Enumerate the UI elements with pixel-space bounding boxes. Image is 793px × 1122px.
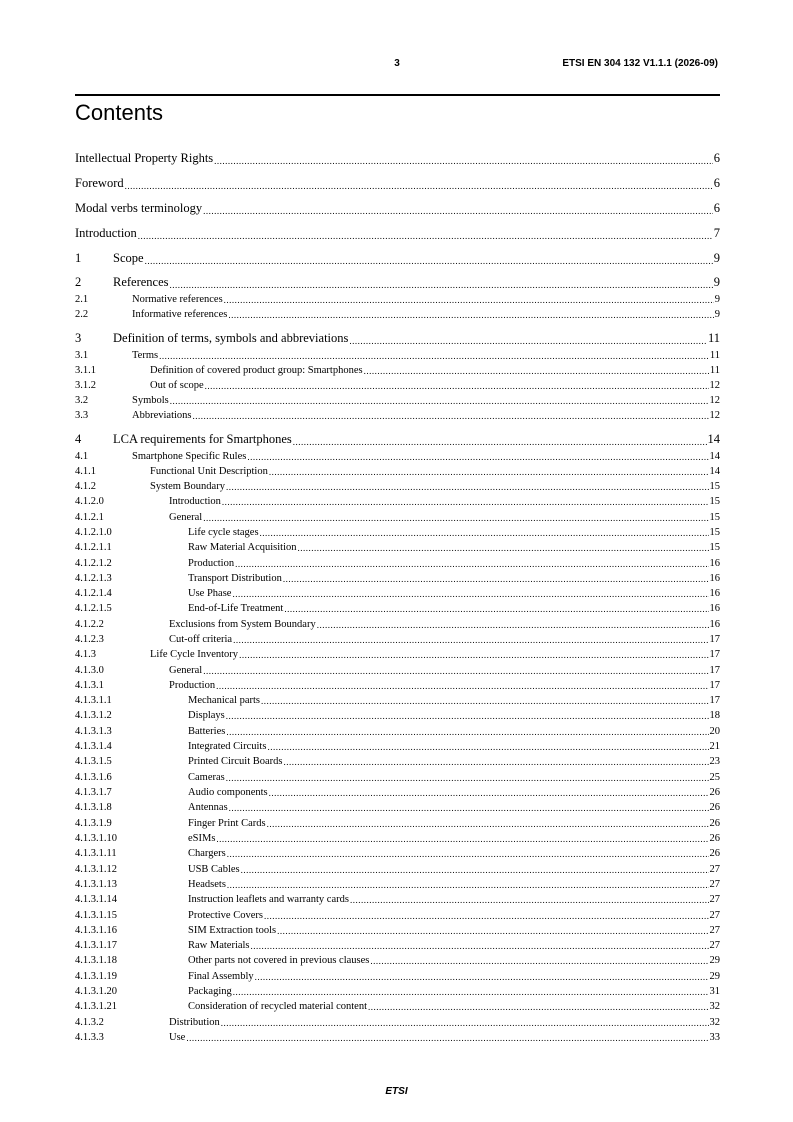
toc-entry-page: 21 [709, 741, 720, 752]
toc-leader-dots [229, 803, 709, 813]
toc-entry[interactable] [75, 984, 720, 997]
toc-leader-dots [260, 528, 709, 538]
toc-entry-number: 4.1.3.1.8 [75, 802, 112, 813]
toc-leader-dots [170, 280, 713, 290]
toc-leader-dots [284, 757, 709, 767]
toc-entry[interactable] [75, 938, 720, 951]
toc-leader-dots [233, 635, 708, 645]
toc-leader-dots [269, 788, 709, 798]
toc-entry-title: USB Cables [188, 864, 240, 875]
toc-entry-title: Headsets [188, 879, 226, 890]
toc-entry[interactable] [75, 540, 720, 553]
toc-leader-dots [216, 834, 708, 844]
toc-entry[interactable] [75, 393, 720, 406]
toc-entry-title: Batteries [188, 726, 226, 737]
toc-entry-title: Foreword [75, 176, 124, 190]
toc-entry[interactable] [75, 250, 720, 266]
toc-entry-number: 4.1.3.1.21 [75, 1001, 117, 1012]
toc-entry-title: Life cycle stages [188, 527, 259, 538]
toc-leader-dots [247, 452, 708, 462]
toc-entry-title: Audio components [188, 787, 268, 798]
toc-entry-title: Production [188, 558, 235, 569]
toc-entry-title: Printed Circuit Boards [188, 756, 283, 767]
toc-entry-title: Exclusions from System Boundary [169, 619, 316, 630]
toc-entry-title: Modal verbs terminology [75, 201, 203, 215]
toc-entry-page: 17 [709, 649, 720, 660]
toc-entry-page: 17 [709, 695, 720, 706]
toc-entry-number: 4.1.2.2 [75, 619, 104, 630]
toc-entry-number: 4.1.3.1.4 [75, 741, 112, 752]
toc-entry[interactable] [75, 892, 720, 905]
toc-entry-page: 17 [709, 665, 720, 676]
toc-entry-number: 4.1.3.0 [75, 665, 104, 676]
header-rule [75, 94, 720, 96]
toc-entry-number: 2 [75, 275, 82, 289]
toc-leader-dots [284, 604, 708, 614]
toc-entry[interactable] [75, 225, 720, 241]
toc-leader-dots [239, 650, 708, 660]
toc-entry-number: 4.1.3.1.9 [75, 818, 112, 829]
toc-leader-dots [138, 231, 713, 241]
toc-leader-dots [267, 742, 708, 752]
toc-entry[interactable] [75, 150, 720, 166]
toc-leader-dots [222, 497, 709, 507]
toc-leader-dots [216, 681, 708, 691]
toc-entry-title: eSIMs [188, 833, 216, 844]
toc-entry-title: Protective Covers [188, 910, 263, 921]
toc-entry[interactable] [75, 525, 720, 538]
toc-leader-dots [235, 559, 708, 569]
toc-leader-dots [293, 437, 707, 447]
toc-entry-number: 4.1.3.1.19 [75, 971, 117, 982]
toc-leader-dots [221, 1018, 709, 1028]
toc-entry-number: 4.1.3.1.18 [75, 955, 117, 966]
toc-entry-title: Antennas [188, 802, 228, 813]
toc-entry-title: Raw Material Acquisition [188, 542, 297, 553]
toc-entry-title: Displays [188, 710, 225, 721]
toc-entry-page: 32 [709, 1001, 720, 1012]
toc-entry-title: Cut-off criteria [169, 634, 233, 645]
toc-entry[interactable] [75, 330, 720, 346]
toc-entry-number: 4 [75, 432, 82, 446]
toc-entry-page: 31 [709, 986, 720, 997]
toc-entry-title: Mechanical parts [188, 695, 261, 706]
toc-entry-title: Informative references [132, 309, 228, 320]
toc-entry-page: 15 [709, 481, 720, 492]
toc-leader-dots [251, 941, 709, 951]
toc-entry-page: 15 [709, 496, 720, 507]
toc-entry-title: SIM Extraction tools [188, 925, 277, 936]
toc-entry-title: Introduction [169, 496, 221, 507]
toc-entry-title: Integrated Circuits [188, 741, 267, 752]
toc-entry[interactable] [75, 724, 720, 737]
toc-entry-page: 9 [714, 309, 720, 320]
toc-entry[interactable] [75, 770, 720, 783]
toc-entry-title: Functional Unit Description [150, 466, 268, 477]
toc-entry-number: 4.1.3.1.10 [75, 833, 117, 844]
toc-entry-title: Final Assembly [188, 971, 254, 982]
toc-entry-title: Introduction [75, 226, 137, 240]
toc-entry-number: 2.2 [75, 309, 89, 320]
toc-leader-dots [125, 181, 713, 191]
toc-entry-page: 6 [713, 201, 720, 215]
toc-entry-title: Other parts not covered in previous clauses [188, 955, 370, 966]
toc-entry-title: Chargers [188, 848, 226, 859]
toc-entry-title: Use [169, 1032, 186, 1043]
toc-entry-title: Definition of covered product group: Smartphones [150, 365, 363, 376]
toc-entry-number: 4.1.3.1.12 [75, 864, 117, 875]
toc-entry[interactable] [75, 449, 720, 462]
toc-entry-page: 12 [709, 395, 720, 406]
toc-entry-page: 27 [709, 910, 720, 921]
toc-entry-number: 4.1.2.1.5 [75, 603, 112, 614]
toc-entry[interactable] [75, 200, 720, 216]
toc-entry-page: 17 [709, 634, 720, 645]
toc-leader-dots [317, 620, 709, 630]
toc-entry-number: 4.1 [75, 451, 89, 462]
toc-entry-page: 27 [709, 925, 720, 936]
toc-leader-dots [203, 206, 713, 216]
toc-entry-title: Consideration of recycled material content [188, 1001, 368, 1012]
toc-entry-page: 32 [709, 1017, 720, 1028]
toc-entry-number: 4.1.2.1.4 [75, 588, 112, 599]
document-reference: ETSI EN 304 132 V1.1.1 (2026-09) [562, 58, 718, 69]
toc-entry-page: 6 [713, 151, 720, 165]
toc-entry[interactable] [75, 862, 720, 875]
toc-entry-page: 11 [709, 350, 720, 361]
toc-entry-page: 26 [709, 833, 720, 844]
toc-entry-page: 15 [709, 542, 720, 553]
toc-entry-title: Transport Distribution [188, 573, 282, 584]
toc-entry-title: Scope [113, 251, 144, 265]
toc-entry-page: 9 [713, 275, 720, 289]
toc-entry[interactable] [75, 693, 720, 706]
toc-entry[interactable] [75, 556, 720, 569]
toc-leader-dots [267, 819, 709, 829]
toc-entry-title: LCA requirements for Smartphones [113, 432, 292, 446]
toc-entry-title: Life Cycle Inventory [150, 649, 239, 660]
toc-leader-dots [226, 727, 708, 737]
toc-leader-dots [193, 411, 709, 421]
toc-entry-page: 15 [709, 512, 720, 523]
toc-entry[interactable] [75, 571, 720, 584]
toc-leader-dots [214, 156, 713, 166]
toc-entry[interactable] [75, 953, 720, 966]
toc-entry-number: 4.1.2.3 [75, 634, 104, 645]
toc-entry-number: 4.1.3.1.17 [75, 940, 117, 951]
toc-entry-page: 27 [709, 894, 720, 905]
toc-entry-number: 4.1.3.1.13 [75, 879, 117, 890]
toc-leader-dots [159, 351, 709, 361]
toc-entry[interactable] [75, 816, 720, 829]
toc-entry-number: 4.1.3 [75, 649, 96, 660]
toc-entry-page: 6 [713, 176, 720, 190]
toc-entry-number: 4.1.3.1 [75, 680, 104, 691]
toc-leader-dots [186, 1033, 708, 1043]
toc-entry-page: 33 [709, 1032, 720, 1043]
toc-entry-number: 4.1.3.1.20 [75, 986, 117, 997]
toc-entry-page: 16 [709, 558, 720, 569]
toc-entry-title: Symbols [132, 395, 169, 406]
toc-entry-page: 7 [713, 226, 720, 240]
toc-entry-page: 9 [714, 294, 720, 305]
toc-entry-page: 14 [707, 432, 720, 446]
toc-entry-page: 12 [709, 410, 720, 421]
toc-entry[interactable] [75, 663, 720, 676]
toc-leader-dots [232, 589, 708, 599]
toc-leader-dots [226, 711, 709, 721]
toc-entry-title: Out of scope [150, 380, 204, 391]
toc-entry[interactable] [75, 274, 720, 290]
toc-entry-page: 14 [709, 451, 720, 462]
toc-leader-dots [241, 865, 709, 875]
toc-entry[interactable] [75, 464, 720, 477]
toc-entry-title: Smartphone Specific Rules [132, 451, 247, 462]
toc-entry-number: 4.1.3.1.1 [75, 695, 112, 706]
toc-entry-number: 4.1.3.1.6 [75, 772, 112, 783]
toc-entry-title: Finger Print Cards [188, 818, 266, 829]
toc-entry-title: Cameras [188, 772, 225, 783]
toc-entry[interactable] [75, 292, 720, 305]
toc-leader-dots [370, 956, 708, 966]
toc-leader-dots [277, 926, 708, 936]
toc-entry-number: 4.1.3.1.5 [75, 756, 112, 767]
toc-entry-number: 4.1.3.2 [75, 1017, 104, 1028]
toc-entry[interactable] [75, 494, 720, 507]
toc-entry[interactable] [75, 908, 720, 921]
toc-entry-number: 4.1.2 [75, 481, 96, 492]
toc-entry[interactable] [75, 348, 720, 361]
toc-entry-number: 4.1.2.1.2 [75, 558, 112, 569]
toc-entry-number: 4.1.2.1 [75, 512, 104, 523]
toc-entry-number: 4.1.2.0 [75, 496, 104, 507]
toc-entry-page: 26 [709, 848, 720, 859]
page-title: Contents [75, 100, 164, 125]
toc-leader-dots [170, 396, 709, 406]
toc-entry[interactable] [75, 378, 720, 391]
toc-leader-dots [368, 1002, 708, 1012]
toc-entry[interactable] [75, 800, 720, 813]
toc-entry-number: 4.1.3.1.2 [75, 710, 112, 721]
toc-entry-page: 11 [707, 331, 720, 345]
toc-entry-number: 4.1.3.1.3 [75, 726, 112, 737]
toc-entry[interactable] [75, 923, 720, 936]
toc-leader-dots [145, 256, 713, 266]
toc-entry-title: Instruction leaflets and warranty cards [188, 894, 349, 905]
toc-entry[interactable] [75, 969, 720, 982]
toc-leader-dots [350, 895, 709, 905]
toc-entry[interactable] [75, 175, 720, 191]
toc-entry-page: 16 [709, 619, 720, 630]
toc-entry-page: 27 [709, 940, 720, 951]
toc-entry[interactable] [75, 999, 720, 1012]
toc-entry-page: 29 [709, 971, 720, 982]
toc-leader-dots [226, 482, 709, 492]
toc-entry[interactable] [75, 1030, 720, 1043]
toc-leader-dots [349, 336, 707, 346]
toc-leader-dots [226, 773, 709, 783]
toc-entry-page: 16 [709, 588, 720, 599]
toc-entry-title: Distribution [169, 1017, 220, 1028]
toc-leader-dots [227, 849, 709, 859]
toc-entry-number: 1 [75, 251, 82, 265]
toc-entry-number: 4.1.2.1.1 [75, 542, 112, 553]
toc-leader-dots [203, 513, 708, 523]
toc-entry-number: 4.1.2.1.3 [75, 573, 112, 584]
toc-entry[interactable] [75, 617, 720, 630]
toc-entry-title: System Boundary [150, 481, 225, 492]
toc-entry[interactable] [75, 307, 720, 320]
toc-entry-page: 15 [709, 527, 720, 538]
toc-leader-dots [224, 295, 714, 305]
toc-entry-page: 11 [709, 365, 720, 376]
toc-entry-title: Definition of terms, symbols and abbreviations [113, 331, 349, 345]
toc-entry-page: 9 [713, 251, 720, 265]
toc-entry-number: 3.2 [75, 395, 89, 406]
toc-entry-number: 2.1 [75, 294, 89, 305]
toc-leader-dots [255, 972, 709, 982]
toc-entry[interactable] [75, 708, 720, 721]
toc-leader-dots [264, 911, 709, 921]
toc-entry[interactable] [75, 586, 720, 599]
toc-entry-number: 4.1.3.3 [75, 1032, 104, 1043]
toc-entry-page: 18 [709, 710, 720, 721]
toc-entry-page: 20 [709, 726, 720, 737]
toc-leader-dots [261, 696, 708, 706]
toc-entry-number: 4.1.3.1.7 [75, 787, 112, 798]
toc-entry-page: 26 [709, 787, 720, 798]
toc-entry-title: Use Phase [188, 588, 232, 599]
toc-leader-dots [228, 310, 713, 320]
toc-entry-number: 4.1.2.1.0 [75, 527, 112, 538]
toc-entry-page: 26 [709, 818, 720, 829]
toc-leader-dots [227, 880, 709, 890]
toc-entry-page: 17 [709, 680, 720, 691]
toc-entry-title: General [169, 665, 203, 676]
toc-entry[interactable] [75, 408, 720, 421]
toc-leader-dots [297, 543, 708, 553]
toc-entry-page: 29 [709, 955, 720, 966]
toc-entry[interactable] [75, 877, 720, 890]
toc-entry-number: 4.1.3.1.11 [75, 848, 117, 859]
toc-entry-number: 4.1.1 [75, 466, 96, 477]
toc-entry-number: 4.1.3.1.16 [75, 925, 117, 936]
toc-entry-title: Production [169, 680, 216, 691]
toc-entry-number: 3.1.2 [75, 380, 96, 391]
toc-entry-number: 3.1 [75, 350, 89, 361]
toc-entry-page: 27 [709, 864, 720, 875]
toc-entry-page: 23 [709, 756, 720, 767]
toc-entry-title: Raw Materials [188, 940, 250, 951]
toc-entry[interactable] [75, 431, 720, 447]
toc-entry-title: Abbreviations [132, 410, 192, 421]
toc-entry[interactable] [75, 1015, 720, 1028]
toc-leader-dots [233, 987, 709, 997]
toc-entry-number: 4.1.3.1.15 [75, 910, 117, 921]
toc-entry-page: 25 [709, 772, 720, 783]
footer-publisher: ETSI [385, 1086, 408, 1097]
toc-entry[interactable] [75, 846, 720, 859]
toc-entry-title: Packaging [188, 986, 232, 997]
toc-leader-dots [205, 381, 709, 391]
toc-entry-title: References [113, 275, 169, 289]
toc-entry-page: 27 [709, 879, 720, 890]
toc-entry[interactable] [75, 510, 720, 523]
toc-entry-title: Intellectual Property Rights [75, 151, 214, 165]
toc-entry-page: 12 [709, 380, 720, 391]
toc-entry[interactable] [75, 785, 720, 798]
toc-leader-dots [269, 467, 709, 477]
toc-leader-dots [364, 366, 709, 376]
toc-entry-page: 16 [709, 573, 720, 584]
page-number: 3 [394, 58, 400, 69]
toc-entry[interactable] [75, 632, 720, 645]
toc-entry-number: 4.1.3.1.14 [75, 894, 117, 905]
toc-entry[interactable] [75, 831, 720, 844]
toc-entry-title: End-of-Life Treatment [188, 603, 284, 614]
toc-entry[interactable] [75, 754, 720, 767]
toc-leader-dots [203, 666, 708, 676]
toc-entry[interactable] [75, 601, 720, 614]
toc-entry-page: 16 [709, 603, 720, 614]
toc-entry-title: Normative references [132, 294, 223, 305]
toc-entry-number: 3 [75, 331, 82, 345]
toc-entry[interactable] [75, 678, 720, 691]
toc-entry-page: 26 [709, 802, 720, 813]
toc-entry-title: Terms [132, 350, 159, 361]
toc-leader-dots [283, 574, 709, 584]
toc-entry[interactable] [75, 647, 720, 660]
toc-entry-number: 3.1.1 [75, 365, 96, 376]
toc-entry-number: 3.3 [75, 410, 89, 421]
toc-entry-page: 14 [709, 466, 720, 477]
toc-entry[interactable] [75, 739, 720, 752]
toc-entry-title: General [169, 512, 203, 523]
toc-entry[interactable] [75, 479, 720, 492]
toc-entry[interactable] [75, 363, 720, 376]
